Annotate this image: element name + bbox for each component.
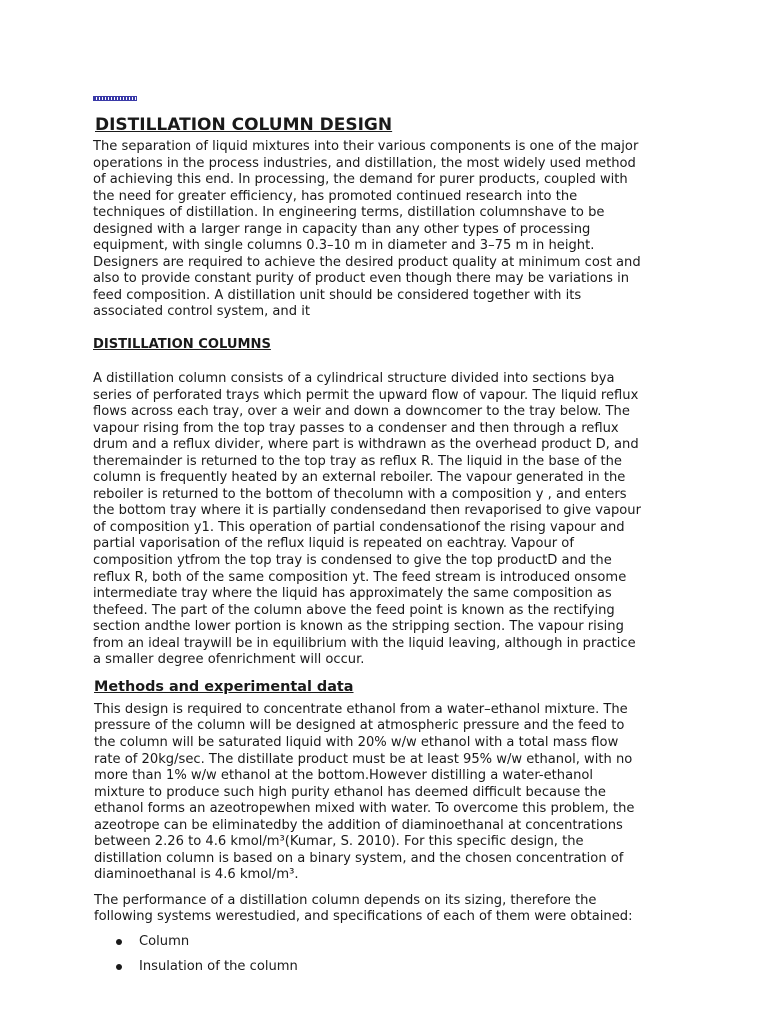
page-title: DISTILLATION COLUMN DESIGN <box>95 115 393 135</box>
list-item <box>93 934 683 950</box>
bullet-icon <box>116 964 122 970</box>
text-line: pressure of the column will be designed at atmospheric pressure and the feed to <box>94 718 625 734</box>
text-line: equipment, with single columns 0.3–10 m in diameter and 3–75 m in height. <box>93 238 595 254</box>
text-line: thefeed. The part of the column above the feed point is known as the rectifying <box>93 602 615 618</box>
text-line: more than 1% w/w ethanol at the bottom.However distilling a water-ethanol <box>94 768 594 784</box>
intro-paragraph <box>93 139 683 321</box>
text-line: also to provide constant purity of product even though there may be variations in <box>93 271 630 287</box>
text-line: A distillation column consists of a cylindrical structure divided into sections bya <box>93 371 615 387</box>
text-line: the column will be saturated liquid with 20% w/w ethanol with a total mass flow <box>94 734 619 750</box>
text-line: theremainder is returned to the top tray as reflux R. The liquid in the base of the <box>93 453 622 469</box>
text-line: intermediate tray where the liquid has approximately the same composition as <box>93 586 612 602</box>
text-line: section andthe lower portion is known as the stripping section. The vapour rising <box>93 619 624 635</box>
methods-paragraph <box>94 702 683 884</box>
text-line: rate of 20kg/sec. The distillate product must be at least 95% w/w ethanol, with no <box>94 751 633 767</box>
text-line: the need for greater efficiency, has promoted continued research into the <box>93 188 578 204</box>
document-page <box>93 96 683 984</box>
systems-list <box>93 934 683 975</box>
list-item-label: Insulation of the column <box>139 958 298 974</box>
text-line: The separation of liquid mixtures into their various components is one of the major <box>93 139 639 154</box>
list-item-label: Column <box>139 933 190 949</box>
text-line: flows across each tray, over a weir and down a downcomer to the tray below. The <box>93 404 630 420</box>
text-line: techniques of distillation. In engineering terms, distillation columnshave to be <box>93 205 605 221</box>
text-line: ethanol forms an azeotropewhen mixed with water. To overcome this problem, the <box>94 801 635 817</box>
text-line: distillation column is based on a binary system, and the chosen concentration of <box>94 850 624 866</box>
text-line: azeotrope can be eliminatedby the addition of diaminoethanal at concentrations <box>94 817 623 833</box>
text-line: Designers are required to achieve the desired product quality at minimum cost and <box>93 254 641 270</box>
text-line: associated control system, and it <box>93 304 310 320</box>
text-line: vapour rising from the top tray passes to a condenser and then through a reflux <box>93 420 619 436</box>
section-heading-distillation-columns: DISTILLATION COLUMNS <box>93 337 271 353</box>
text-line: feed composition. A distillation unit should be considered together with its <box>93 287 582 303</box>
document-marker-icon <box>93 96 137 101</box>
text-line: a smaller degree ofenrichment will occur. <box>93 652 365 668</box>
text-line: designed with a larger range in capacity than any other types of processing <box>93 221 591 237</box>
text-line: mixture to produce such high purity ethanol has deemed difficult because the <box>94 784 606 800</box>
distillation-columns-paragraph <box>93 371 683 669</box>
text-line: series of perforated trays which permit the upward flow of vapour. The liquid reflux <box>93 387 639 403</box>
text-line: following systems werestudied, and specifications of each of them were obtained: <box>94 909 633 925</box>
text-line: column is frequently heated by an external reboiler. The vapour generated in the <box>93 470 626 486</box>
performance-paragraph <box>94 893 683 926</box>
bullet-icon <box>116 939 122 945</box>
text-line: between 2.26 to 4.6 kmol/m³(Kumar, S. 2010). For this specific design, the <box>94 834 584 850</box>
text-line: the bottom tray where it is partially condensedand then revaporised to give vapour <box>93 503 641 519</box>
text-line: of composition y1. This operation of partial condensationof the rising vapour and <box>93 519 625 535</box>
text-line: partial vaporisation of the reflux liquid is repeated on eachtray. Vapour of <box>93 536 574 552</box>
text-line: reflux R, both of the same composition yt. The feed stream is introduced onsome <box>93 569 627 585</box>
text-line: operations in the process industries, and distillation, the most widely used method <box>93 155 636 171</box>
text-line: of achieving this end. In processing, the demand for purer products, coupled with <box>93 172 628 188</box>
text-line: diaminoethanal is 4.6 kmol/m³. <box>94 867 299 883</box>
text-line: from an ideal traywill be in equilibrium with the liquid leaving, although in practice <box>93 635 636 651</box>
list-item <box>93 959 683 975</box>
text-line: drum and a reflux divider, where part is withdrawn as the overhead product D, and <box>93 437 639 453</box>
text-line: composition ytfrom the top tray is condensed to give the top productD and the <box>93 553 612 569</box>
text-line: This design is required to concentrate ethanol from a water–ethanol mixture. The <box>94 701 628 717</box>
text-line: The performance of a distillation column depends on its sizing, therefore the <box>94 892 597 908</box>
section-heading-methods: Methods and experimental data <box>94 678 354 695</box>
text-line: reboiler is returned to the bottom of thecolumn with a composition y , and enters <box>93 486 627 502</box>
